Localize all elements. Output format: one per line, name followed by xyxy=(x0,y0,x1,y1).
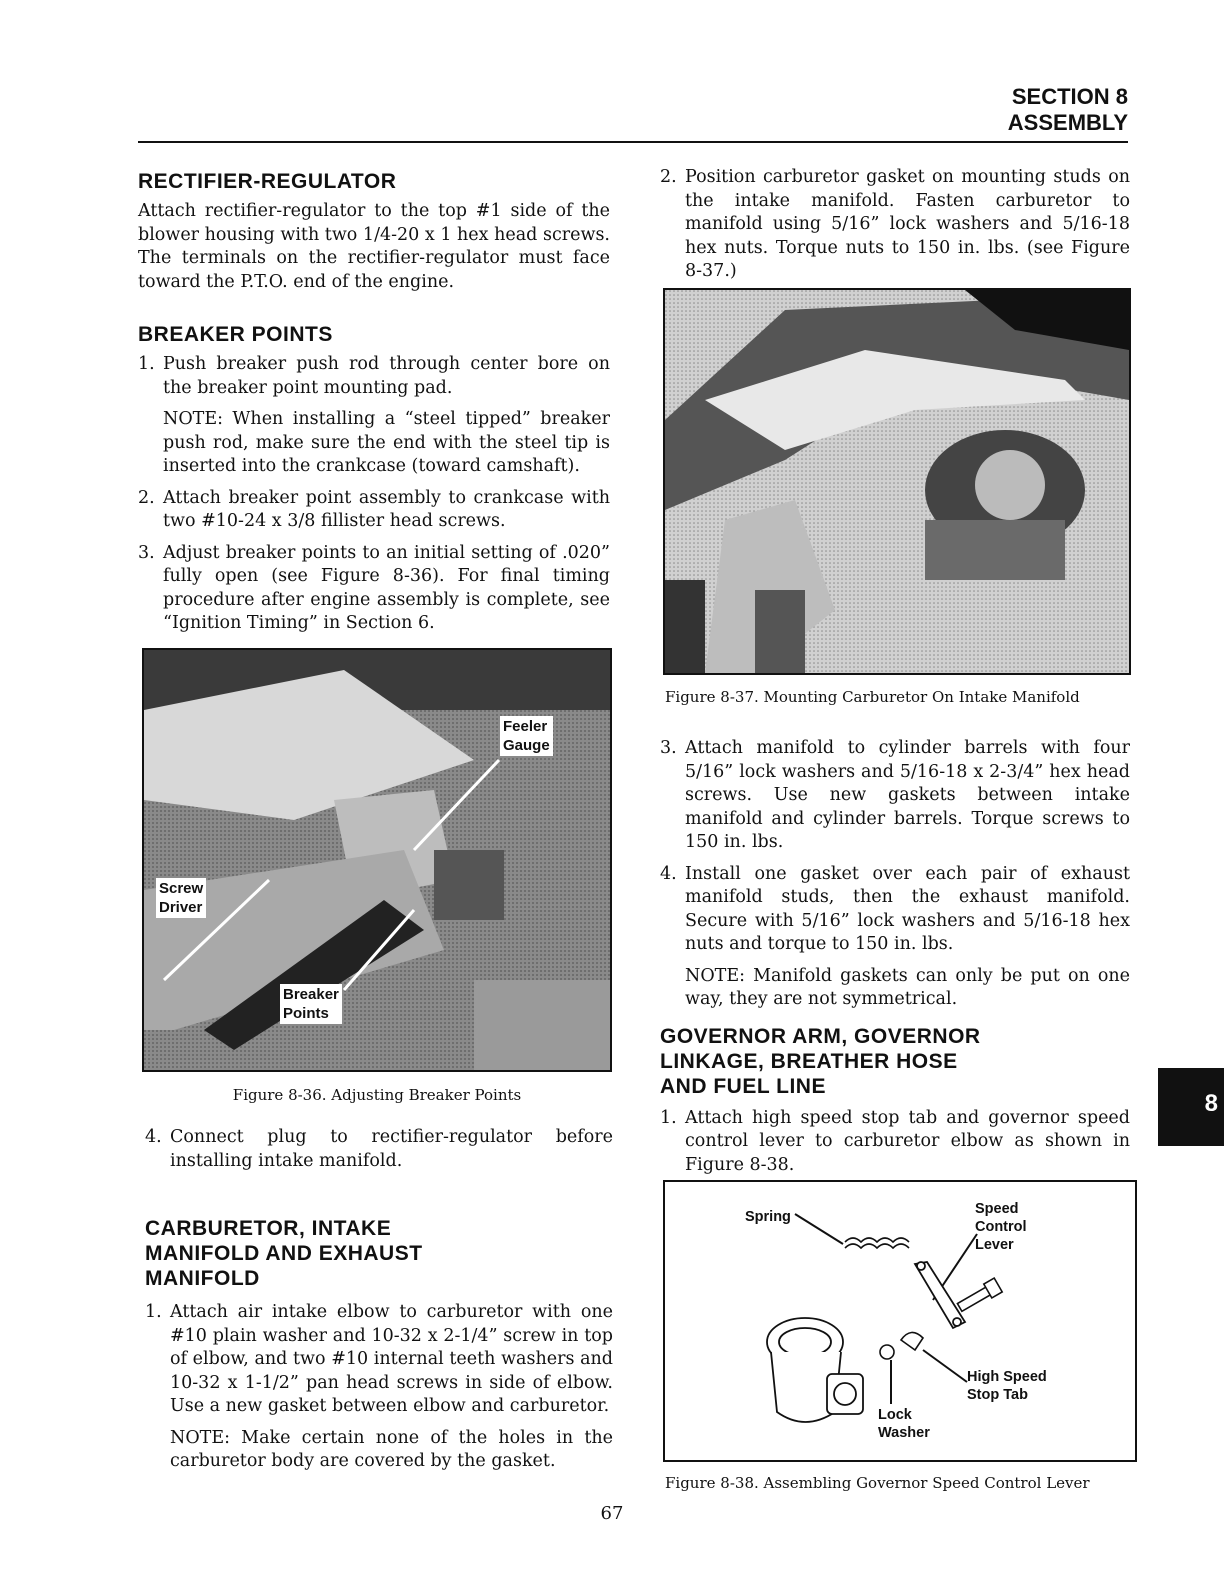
screw-driver-label xyxy=(156,878,206,918)
manifold-item-4 xyxy=(660,863,1130,957)
item-text: Push breaker push rod through center bore on the breaker point mounting pad. xyxy=(163,354,610,398)
header-rule xyxy=(138,141,1128,143)
item-number: 1. xyxy=(660,1107,677,1128)
item-number: 2. xyxy=(138,487,155,508)
label-line: Lock xyxy=(878,1407,912,1423)
item-number: 3. xyxy=(138,542,155,563)
figure-8-37-photo xyxy=(663,288,1131,675)
item-text: Attach air intake elbow to carburetor with one #10 plain washer and 10-32 x 2-1/4” screw in top of elbow, and two #10 internal teeth washers and 10-32 x 1-1/2” pan head screws in side of elbow. Use a new gasket between elbow and carburetor. xyxy=(170,1302,613,1416)
breaker-note: NOTE: When installing a “steel tipped” breaker push rod, make sure the end with the steel tip is inserted into the crankcase (toward camshaft). xyxy=(163,409,610,476)
section-title: ASSEMBLY xyxy=(1007,110,1128,135)
heading-line: GOVERNOR ARM, GOVERNOR xyxy=(660,1024,981,1048)
label-line: Points xyxy=(283,1005,329,1022)
spring-leader xyxy=(795,1214,843,1244)
item-text: Position carburetor gasket on mounting studs on the intake manifold. Fasten carburetor to manifold using 5/16” lock washers and 5/16-18 hex nuts. Torque nuts to 150 in. lbs. (see Figure 8-37.) xyxy=(685,167,1130,281)
item-text: Connect plug to rectifier-regulator before installing intake manifold. xyxy=(170,1127,613,1171)
item-text: Attach high speed stop tab and governor speed control lever to carburetor elbow as shown in Figure 8-38. xyxy=(685,1107,1130,1175)
label-line: Lever xyxy=(975,1237,1014,1253)
breaker-item-1 xyxy=(138,353,610,400)
right-column-middle xyxy=(660,737,1130,1177)
governor-heading xyxy=(660,1024,1130,1099)
manifold-item-3 xyxy=(660,737,1130,855)
carburetor-mounting-photo xyxy=(665,290,1129,673)
item-number: 3. xyxy=(660,738,677,758)
page-number: 67 xyxy=(600,1503,624,1524)
item-text: Adjust breaker points to an initial setting of .020” fully open (see Figure 8-36). For final timing procedure after engine assembly is complete, see “Ignition Timing” in Section 6. xyxy=(163,542,610,633)
label-line: Screw xyxy=(159,880,204,897)
section-number: SECTION 8 xyxy=(1011,84,1128,109)
lock-washer-icon xyxy=(880,1345,894,1359)
item-text: Attach manifold to cylinder barrels with four 5/16” lock washers and 5/16-18 x 2-3/4” hex head screws. Use new gaskets between intake manifold and cylinder barrels. Torque screws to 150 in. lbs. xyxy=(685,738,1130,852)
figure-8-37-caption: Figure 8-37. Mounting Carburetor On Intake Manifold xyxy=(665,688,1080,706)
rectifier-heading: RECTIFIER-REGULATOR xyxy=(138,170,397,193)
section-tab: 8 xyxy=(1158,1068,1224,1146)
spring-icon xyxy=(845,1238,909,1248)
heading-line: CARBURETOR, INTAKE xyxy=(145,1217,392,1240)
section-header xyxy=(1008,84,1128,136)
label-line: Washer xyxy=(878,1425,930,1441)
figure-8-38-caption: Figure 8-38. Assembling Governor Speed Control Lever xyxy=(665,1474,1090,1492)
carburetor-item-1 xyxy=(145,1301,613,1419)
figure-8-38-diagram xyxy=(663,1180,1137,1462)
right-column-top xyxy=(660,166,1130,284)
item-number: 4. xyxy=(145,1127,162,1147)
stop-tab-leader xyxy=(923,1350,967,1382)
spring-label: Spring xyxy=(745,1209,791,1225)
breaker-item-4 xyxy=(145,1126,613,1173)
breaker-item-3 xyxy=(138,542,610,636)
label-line: Breaker xyxy=(283,986,339,1003)
label-line: Stop Tab xyxy=(967,1387,1028,1403)
item-text: Attach breaker point assembly to crankcase with two #10-24 x 3/8 fillister head screws. xyxy=(163,487,610,531)
item-text: Install one gasket over each pair of exhaust manifold studs, then the exhaust manifold. Secure with 5/16” lock washers and 5/16-18 hex nuts and torque to 150 in. lbs. xyxy=(685,863,1130,954)
speed-lever-icon xyxy=(915,1262,965,1328)
feeler-gauge-label xyxy=(500,716,553,756)
label-line: Speed xyxy=(975,1201,1019,1217)
speed-control-lever-label xyxy=(975,1200,1027,1254)
label-line: Gauge xyxy=(503,737,550,754)
lock-washer-label xyxy=(878,1406,930,1442)
left-column-top xyxy=(138,169,610,636)
carburetor-body-icon xyxy=(767,1318,863,1422)
carburetor-item-2 xyxy=(660,166,1130,284)
item-number: 2. xyxy=(660,167,677,187)
figure-8-36-caption: Figure 8-36. Adjusting Breaker Points xyxy=(232,1086,522,1104)
heading-line: AND FUEL LINE xyxy=(660,1074,826,1098)
label-line: High Speed xyxy=(967,1369,1047,1385)
carburetor-section xyxy=(145,1216,613,1474)
stop-tab-icon xyxy=(880,1332,923,1359)
breaker-heading: BREAKER POINTS xyxy=(138,323,333,346)
manifold-note: NOTE: Manifold gaskets can only be put on one way, they are not symmetrical. xyxy=(685,965,1130,1009)
high-speed-stop-tab-label xyxy=(967,1368,1047,1404)
figure-8-36-photo xyxy=(142,648,612,1072)
governor-item-1 xyxy=(660,1107,1130,1178)
rectifier-text: Attach rectifier-regulator to the top #1 side of the blower housing with two 1/4-20 x 1 hex head screws. The terminals on the rectifier-regulator must face toward the P.T.O. end of the engine. xyxy=(138,201,610,292)
label-line: Control xyxy=(975,1219,1027,1235)
item-number: 4. xyxy=(660,863,677,884)
carburetor-heading xyxy=(145,1216,613,1291)
heading-line: MANIFOLD AND EXHAUST xyxy=(145,1242,423,1265)
carburetor-note: NOTE: Make certain none of the holes in the carburetor body are covered by the gasket. xyxy=(170,1427,613,1471)
item-number: 1. xyxy=(145,1302,162,1322)
screw-icon xyxy=(957,1278,1002,1311)
breaker-points-photo xyxy=(144,650,610,1070)
item-number: 1. xyxy=(138,354,155,374)
breaker-points-label xyxy=(280,984,342,1024)
breaker-item-4-wrap xyxy=(145,1126,613,1173)
heading-line: MANIFOLD xyxy=(145,1267,260,1290)
label-line: Feeler xyxy=(503,718,548,735)
heading-line: LINKAGE, BREATHER HOSE xyxy=(660,1049,958,1073)
label-line: Driver xyxy=(159,899,203,916)
breaker-item-2 xyxy=(138,487,610,534)
